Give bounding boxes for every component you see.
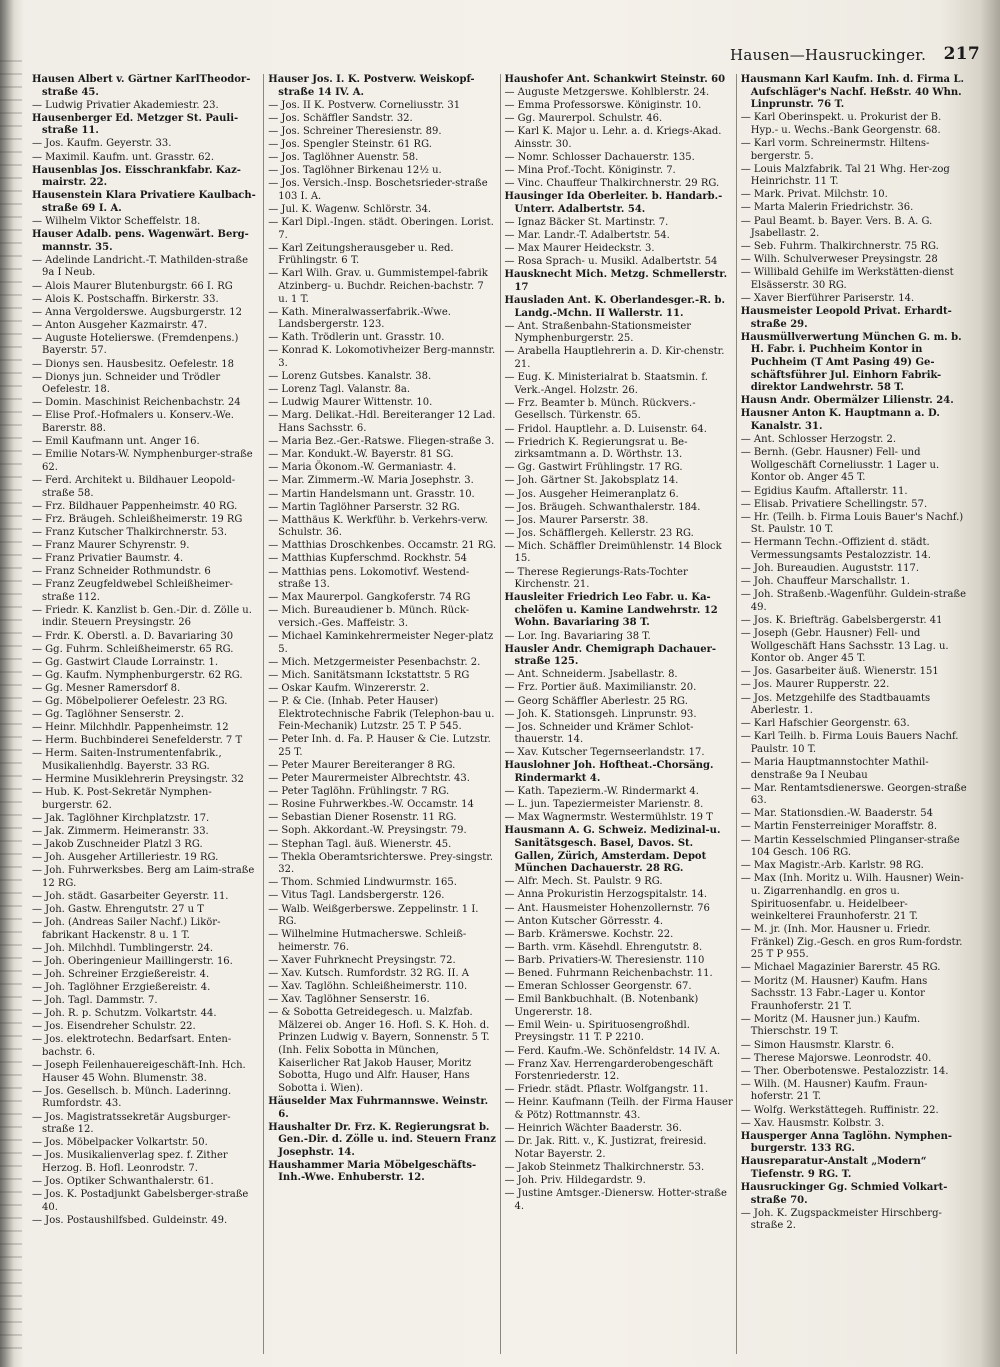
directory-entry: — Heinrich Wächter Baaderstr. 36. <box>504 1123 682 1135</box>
directory-entry: — Joh. Oberingenieur Maillingerstr. 16. <box>32 955 233 967</box>
directory-entry: — Joh. K. Stationsgeh. Linprunstr. 93. <box>504 708 697 720</box>
running-head <box>730 44 980 66</box>
directory-entry: Hausreparatur-Anstalt „Modern“ Tiefenstr. 9 RG. T. <box>740 1156 927 1180</box>
directory-entry: Hausenstein Klara Privatiere Kaulbach-straße 69 I. A. <box>32 190 256 214</box>
directory-entry: — Jos. Musikalienverlag spez. f. Zither Herzog. B. Hofl. Leonrodstr. 7. <box>32 1150 228 1174</box>
directory-entry: — Joh. Priv. Hildegardstr. 9. <box>504 1174 646 1186</box>
directory-entry: — Emil Bankbuchhalt. (B. Notenbank) Ungererstr. 18. <box>504 994 699 1018</box>
directory-entry: Hausruckinger Gg. Schmied Volkart-straße 70. <box>740 1182 948 1206</box>
directory-entry: — Rosine Fuhrwerkbes.-W. Occamstr. 14 <box>268 799 474 811</box>
directory-entry: — Karl Oberinspekt. u. Prokurist der B. Hyp.- u. Wechs.-Bank Georgenstr. 68. <box>740 112 942 136</box>
directory-entry: Hausenblas Jos. Eisschrankfabr. Kaz-mairstr. 22. <box>32 164 241 189</box>
directory-entry: — Mar. Zimmerm.-W. Maria Josephstr. 3. <box>268 475 474 487</box>
directory-entry: — Jos. Kaufm. Geyerstr. 33. <box>32 138 172 150</box>
directory-entry: — Ferd. Kaufm.-We. Schönfeldstr. 14 IV. A. <box>504 1045 721 1057</box>
directory-column-2 <box>268 74 500 1354</box>
directory-columns <box>32 74 972 1354</box>
directory-entry: — Max Magistr.-Arb. Karlstr. 98 RG. <box>740 860 924 872</box>
directory-entry: — Georg Schäffler Aberlestr. 25 RG. <box>504 695 688 707</box>
directory-entry: — Jos. Taglöhner Birkenau 12½ u. <box>268 165 442 177</box>
directory-entry: — Lorenz Gutsbes. Kanalstr. 38. <box>268 371 432 383</box>
directory-entry: — M. jr. (Inh. Mor. Hausner u. Friedr. Fränkel) Zig.-Gesch. en gros Rum-fordstr. 25 T P 955. <box>740 924 963 961</box>
directory-entry: — Joh. R. p. Schutzm. Volkartstr. 44. <box>32 1008 217 1020</box>
directory-entry: — Anton Kutscher Görresstr. 4. <box>504 915 664 927</box>
directory-entry: — Anton Ausgeher Kazmairstr. 47. <box>32 319 208 331</box>
directory-entry: — Dionys sen. Hausbesitz. Oefelestr. 18 <box>32 358 234 370</box>
directory-entry: — Maria Bez.-Ger.-Ratswe. Fliegen-straße 3. <box>268 436 495 448</box>
directory-entry: — Jakob Zuschneider Platzl 3 RG. <box>32 839 203 851</box>
directory-entry: — Herm. Buchbinderei Senefelderstr. 7 T <box>32 735 243 747</box>
directory-entry: — Elisab. Privatiere Schellingstr. 57. <box>740 498 928 510</box>
directory-entry: — Ludwig Maurer Wittenstr. 10. <box>268 397 433 409</box>
directory-entry: — Jos. Spengler Steinstr. 61 RG. <box>268 138 432 150</box>
directory-entry: Hausleiter Friedrich Leo Fabr. u. Ka-chelöfen u. Kamine Landwehrstr. 12 Wohn. Bavariaring 38 T. <box>504 592 718 629</box>
directory-entry: — Joh. Fuhrwerksbes. Berg am Laim-straße 12 RG. <box>32 865 255 889</box>
directory-entry: — Kath. Trödlerin unt. Grasstr. 10. <box>268 332 445 344</box>
directory-column-1 <box>32 74 264 1354</box>
directory-entry: — Matthias pens. Lokomotivf. Westend-straße 13. <box>268 566 470 591</box>
directory-entry: — Xav. Taglöhn. Schleißheimerstr. 110. <box>268 981 468 993</box>
directory-entry: — Jos. Eisendreher Schulstr. 22. <box>32 1021 196 1033</box>
directory-entry: — Ignaz Bäcker St. Martinstr. 7. <box>504 217 669 229</box>
directory-entry: — Ant. Schneiderm. Jsabellastr. 8. <box>504 669 678 681</box>
directory-entry: — Joh. Schreiner Erzgießereistr. 4. <box>32 968 210 980</box>
directory-entry: — Jos. Schneider und Krämer Schlot-thauerstr. 14. <box>504 721 694 746</box>
directory-entry: — Peter Maurer Bereiteranger 8 RG. <box>268 759 456 771</box>
directory-entry: — Seb. Fuhrm. Thalkirchnerstr. 75 RG. <box>740 241 939 253</box>
directory-entry: — Wilh. (M. Hausner) Kaufm. Fraun-hoferstr. 21 T. <box>740 1078 928 1103</box>
directory-entry: — Gg. Taglöhner Senserstr. 2. <box>32 709 184 721</box>
directory-entry: — Kath. Tapezierm.-W. Rindermarkt 4. <box>504 786 699 798</box>
directory-entry: — Marg. Delikat.-Hdl. Bereiteranger 12 Lad. Hans Sachsstr. 6. <box>268 410 496 435</box>
directory-entry: — Max Wagnermstr. Westermühlstr. 19 T <box>504 812 713 824</box>
directory-entry: Hauslohner Joh. Hoftheat.-Chorsäng. Rindermarkt 4. <box>504 760 714 785</box>
directory-entry: — Jos. Maurer Rupperstr. 22. <box>740 679 890 691</box>
directory-entry: — Ant. Schlosser Herzogstr. 2. <box>740 434 897 446</box>
directory-entry: — Vinc. Chauffeur Thalkirchnerstr. 29 RG. <box>504 178 720 190</box>
directory-entry: — Willibald Gehilfe im Werkstätten-dienst Elsässerstr. 30 RG. <box>740 267 954 291</box>
directory-entry: — Mar. Rentamtsdienerswe. Georgen-straße 63. <box>740 782 967 807</box>
directory-entry: — Joh. Bureaudien. Auguststr. 117. <box>740 563 920 575</box>
directory-entry: — Max Maurer Heideckstr. 3. <box>504 243 655 255</box>
directory-entry: — Jak. Taglöhner Kirchplatzstr. 17. <box>32 812 210 824</box>
directory-entry: — Karl Hafschier Georgenstr. 63. <box>740 718 910 730</box>
directory-entry: — Jos. Möbelpacker Volkartstr. 50. <box>32 1137 208 1149</box>
directory-entry: — Joseph Feilenhauereigeschäft-Inh. Hch. Hauser 45 Wohn. Blumenstr. 38. <box>32 1060 246 1084</box>
directory-entry: — Arabella Hauptlehrerin a. D. Kir-chenstr. 21. <box>504 346 725 371</box>
directory-entry: — Thekla Oberamtsrichterswe. Prey-singstr. 32. <box>268 851 494 876</box>
directory-entry: — Jos. Ausgeher Heimeranplatz 6. <box>504 488 679 500</box>
directory-entry: — Joh. Ausgeher Artilleriestr. 19 RG. <box>32 852 219 864</box>
directory-entry: — Martin Taglöhner Parserstr. 32 RG. <box>268 501 460 513</box>
directory-entry: — Marta Malerin Friedrichstr. 36. <box>740 202 914 214</box>
directory-entry: — Franz Privatier Baumstr. 4. <box>32 552 184 564</box>
directory-entry: — Joh. Chauffeur Marschallstr. 1. <box>740 576 910 588</box>
directory-entry: — Maximil. Kaufm. unt. Grasstr. 62. <box>32 151 215 163</box>
directory-entry: — Maria Ökonom.-W. Germaniastr. 4. <box>268 462 457 474</box>
directory-entry: — Ferd. Architekt u. Bildhauer Leopold-straße 58. <box>32 474 236 499</box>
directory-entry: — Franz Schneider Rothmundstr. 6 <box>32 566 211 578</box>
directory-entry: — Michael Magazinier Barerstr. 45 RG. <box>740 962 941 974</box>
directory-entry: — Jos. Gesellsch. b. Münch. Laderinng. Rumfordstr. 43. <box>32 1085 232 1110</box>
directory-entry: — Jos. Schreiner Theresienstr. 89. <box>268 125 442 137</box>
running-title: Hausen—Hausruckinger. <box>730 46 927 64</box>
directory-entry: — Karl Zeitungsherausgeber u. Red. Frühlingstr. 6 T. <box>268 242 454 267</box>
directory-entry: — Jos. Gasarbeiter äuß. Wienerstr. 151 <box>740 666 939 678</box>
directory-entry: — Gg. Gastwirt Claude Lorrainstr. 1. <box>32 656 219 668</box>
directory-entry: — Karl K. Major u. Lehr. a. d. Kriegs-Akad. Ainsstr. 30. <box>504 126 722 150</box>
directory-entry: — Xaver Fuhrknecht Preysingstr. 72. <box>268 954 456 966</box>
directory-entry: — Jos. Postaushilfsbed. Guldeinstr. 49. <box>32 1214 228 1226</box>
directory-entry: — Walb. Weißgerberswe. Zeppelinstr. 1 I. RG. <box>268 903 479 928</box>
directory-entry: — Jos. Magistratssekretär Augsburger-straße 12. <box>32 1111 231 1136</box>
directory-entry: — Karl vorm. Schreinermstr. Hiltens-bergerstr. 5. <box>740 137 930 162</box>
directory-entry: Hausperger Anna Taglöhn. Nymphen-burgerstr. 133 RG. <box>740 1130 953 1155</box>
directory-entry: — Jos. elektrotechn. Bedarfsart. Enten-bachstr. 6. <box>32 1034 232 1059</box>
directory-entry: — Alois K. Postschaffn. Birkerstr. 33. <box>32 293 219 305</box>
directory-entry: — Eug. K. Ministerialrat b. Staatsmin. f. Verk.-Angel. Holzstr. 26. <box>504 372 708 396</box>
directory-entry: — Max Maurerpol. Gangkoferstr. 74 RG <box>268 592 471 604</box>
directory-entry: — Xav. Hausmstr. Kolbstr. 3. <box>740 1117 885 1129</box>
directory-entry: — Auguste Metzgerswe. Kohlblerstr. 24. <box>504 87 710 99</box>
directory-entry: — Martin Fensterreiniger Moraffstr. 8. <box>740 821 937 833</box>
directory-entry: — Max (Inh. Moritz u. Wilh. Hausner) Wein- u. Zigarrenhandlg. en gros u. Spirituosenfabr. u. Heidelbeer-weinkelterei Fraunhoferstr. 21 T. <box>740 873 964 923</box>
directory-entry: — Mich. Metzgermeister Pesenbachstr. 2. <box>268 656 481 668</box>
directory-entry: Haushofer Ant. Schankwirt Steinstr. 60 <box>504 74 726 85</box>
directory-entry: — Matthäus K. Werkführ. b. Verkehrs-verw. Schulstr. 36. <box>268 514 488 539</box>
directory-entry: — Heinr. Milchhdlr. Pappenheimstr. 12 <box>32 722 229 734</box>
directory-entry: — Matthias Kupferschmd. Rockhstr. 54 <box>268 553 468 565</box>
directory-entry: — Hermann Techn.-Offizient d. städt. Vermessungsamts Pestalozzistr. 14. <box>740 537 931 561</box>
directory-entry: — Paul Beamt. b. Bayer. Vers. B. A. G. Jsabellastr. 2. <box>740 215 933 240</box>
directory-entry: Hausmeister Leopold Privat. Erhardt-straße 29. <box>740 306 952 330</box>
directory-entry: — Egidius Kaufm. Aftallerstr. 11. <box>740 485 908 497</box>
directory-entry: — Heinr. Kaufmann (Teilh. der Firma Hauser & Pötz) Rottmannstr. 43. <box>504 1097 733 1121</box>
directory-entry: — Franz Xav. Herrengarderobengeschäft Forstenriederstr. 12. <box>504 1058 713 1083</box>
directory-entry: — Frz. Beamter b. Münch. Rückvers.-Gesellsch. Türkenstr. 65. <box>504 397 696 422</box>
directory-entry: — Hub. K. Post-Sekretär Nymphen-burgerstr. 62. <box>32 787 212 811</box>
directory-entry: — Mark. Privat. Milchstr. 10. <box>740 189 888 201</box>
directory-entry: — Konrad K. Lokomotivheizer Berg-mannstr. 3. <box>268 345 496 370</box>
directory-entry: — Auguste Hotelierswe. (Fremdenpens.) Bayerstr. 57. <box>32 332 239 357</box>
directory-entry: Hausner Anton K. Hauptmann a. D. Kanalstr. 31. <box>740 408 940 433</box>
directory-entry: — Wilh. Schulverweser Preysingstr. 28 <box>740 254 938 266</box>
directory-entry: — Mar. Landr.-T. Adalbertstr. 54. <box>504 230 670 242</box>
directory-entry: — Vitus Tagl. Landsbergerstr. 126. <box>268 890 445 902</box>
directory-entry: — Jos. Maurer Parserstr. 38. <box>504 514 649 526</box>
directory-entry: — Jos. Bräugeh. Schwanthalerstr. 184. <box>504 501 701 513</box>
directory-entry: — Martin Handelsmann unt. Grasstr. 10. <box>268 488 475 500</box>
directory-entry: Haushalter Dr. Frz. K. Regierungsrat b. Gen.-Dir. d. Zölle u. ind. Steuern Franz Josephstr. 14. <box>268 1121 496 1158</box>
directory-entry: — Martin Kesselschmied Plinganser-straße 104 Gesch. 106 RG. <box>740 834 960 859</box>
directory-entry: — Xav. Kutsch. Rumfordstr. 32 RG. II. A <box>268 967 470 979</box>
directory-entry: — Joh. Gastw. Ehrengutstr. 27 u T <box>32 904 204 915</box>
directory-entry: — Hr. (Teilh. b. Firma Louis Bauer's Nachf.) St. Paulstr. 10 T. <box>740 511 964 536</box>
directory-entry: Hausmann Karl Kaufm. Inh. d. Firma L. Aufschläger's Nachf. Heßstr. 40 Whn. Linprunstr. 76 T. <box>740 74 965 111</box>
directory-entry: — Adelinde Landricht.-T. Mathilden-straße 9a I Neub. <box>32 254 248 279</box>
directory-entry: Hauser Adalb. pens. Wagenwärt. Berg-mannstr. 35. <box>32 229 249 253</box>
directory-entry: — Anna Prokuristin Herzogspitalstr. 14. <box>504 889 708 901</box>
directory-entry: — Moritz (M. Hausner) Kaufm. Hans Sachsstr. 13 Fabr.-Lager u. Kontor Fraunhoferstr. 21 T. <box>740 975 928 1012</box>
directory-entry: — Mar. Kondukt.-W. Bayerstr. 81 SG. <box>268 449 454 461</box>
directory-entry: Hausknecht Mich. Metzg. Schmellerstr. 17 <box>504 269 728 293</box>
directory-entry: — Ant. Hausmeister Hohenzollernstr. 76 <box>504 902 710 914</box>
directory-entry: — Dr. Jak. Ritt. v., K. Justizrat, freiresid. Notar Bayerstr. 2. <box>504 1136 707 1160</box>
directory-entry: — Joh. Tagl. Dammstr. 7. <box>32 995 158 1007</box>
directory-entry: — Emil Wein- u. Spirituosengroßhdl. Preysingstr. 11 T. P 2210. <box>504 1019 690 1044</box>
directory-entry: — Jul. K. Wagenw. Schlörstr. 34. <box>268 203 432 215</box>
directory-entry: — Ant. Straßenbahn-Stationsmeister Nymphenburgerstr. 25. <box>504 320 692 345</box>
directory-entry: — Herm. Saiten-Instrumentenfabrik., Musikalienhdlg. Bayerstr. 33 RG. <box>32 748 222 772</box>
directory-entry: — Kath. Mineralwasserfabrik.-Wwe. Landsbergerstr. 123. <box>268 306 451 331</box>
directory-entry: — Peter Taglöhn. Frühlingstr. 7 RG. <box>268 786 450 798</box>
directory-entry: — & Sobotta Getreidegesch. u. Malzfab. Mälzerei ob. Anger 16. Hofl. S. K. Hoh. d. Prinzen Ludwig v. Bayern, Sonnenstr. 5 T. (Inh. Felix Sobotta in München, Kaiserlicher Rat Jakob Hauser, Moritz Sobotta, Hugo und Alfr. Hauser, Hans Sobotta i. Wien). <box>268 1007 490 1094</box>
directory-entry: — Moritz (M. Hausner jun.) Kaufm. Thierschstr. 19 T. <box>740 1013 921 1038</box>
directory-column-3 <box>505 74 737 1354</box>
page-number: 217 <box>943 44 980 64</box>
directory-entry: — Stephan Tagl. äuß. Wienerstr. 45. <box>268 838 452 850</box>
directory-entry: — Mich. Schäffler Dreimühlenstr. 14 Block 15. <box>504 540 722 565</box>
directory-entry: — Hermine Musiklehrerin Preysingstr. 32 <box>32 774 244 786</box>
directory-entry: — Oskar Kaufm. Winzererstr. 2. <box>268 682 430 694</box>
directory-entry: — Bened. Fuhrmann Reichenbachstr. 11. <box>504 967 713 979</box>
directory-entry: — Dionys jun. Schneider und Trödler Oefelestr. 18. <box>32 371 221 396</box>
directory-entry: — Thom. Schmied Lindwurmstr. 165. <box>268 877 457 889</box>
directory-entry: Hausinger Ida Oberleiter. b. Handarb.-Unterr. Adalbertstr. 54. <box>504 191 723 215</box>
directory-entry: Haushammer Maria Möbelgeschäfts-Inh.-Wwe. Enhuberstr. 12. <box>268 1159 477 1184</box>
directory-entry: — Joh. städt. Gasarbeiter Geyerstr. 11. <box>32 890 229 902</box>
directory-entry: — Franz Kutscher Thalkirchnerstr. 53. <box>32 526 228 538</box>
directory-entry: — Rosa Sprach- u. Musikl. Adalbertstr. 54 <box>504 256 718 268</box>
directory-entry: — Louis Malzfabrik. Tal 21 Whg. Her-zog Heinrichstr. 11 T. <box>740 163 950 188</box>
directory-entry: — Matthias Droschkenbes. Occamstr. 21 RG. <box>268 540 497 552</box>
directory-entry: — Wilhelm Viktor Scheffelstr. 18. <box>32 216 201 228</box>
directory-entry: Hausenberger Ed. Metzger St. Pauli-straße 11. <box>32 112 239 137</box>
directory-entry: — Joh. Straßenb.-Wagenführ. Guldein-straße 49. <box>740 589 967 613</box>
directory-entry: Hausen Albert v. Gärtner KarlTheodor-straße 45. <box>32 74 251 98</box>
directory-entry: — Jos. Metzgehilfe des Stadtbauamts Aberlestr. 1. <box>740 692 931 717</box>
directory-entry: — Karl Wilh. Grav. u. Gummistempel-fabrik Atzinberg- u. Buchdr. Reichen-bachstr. 7 u. 1 T. <box>268 268 488 305</box>
directory-entry: — Alfr. Mech. St. Paulstr. 9 RG. <box>504 876 663 888</box>
directory-entry: — Wilhelmine Hutmacherswe. Schleiß-heimerstr. 76. <box>268 929 467 953</box>
directory-entry: — Peter Maurermeister Albrechtstr. 43. <box>268 773 470 785</box>
directory-entry: — Lor. Ing. Bavariaring 38 T. <box>504 630 651 642</box>
directory-entry: — Wolfg. Werkstättegeh. Ruffinistr. 22. <box>740 1104 939 1116</box>
directory-entry: — Peter Inh. d. Fa. P. Hauser & Cie. Lutzstr. 25 T. <box>268 734 491 758</box>
directory-entry: — Bernh. (Gebr. Hausner) Fell- und Wollgeschäft Corneliusstr. 1 Lager u. Kontor ob. Anger 45 T. <box>740 447 940 484</box>
directory-entry: — Joh. Taglöhner Erzgießereistr. 4. <box>32 982 211 994</box>
directory-entry: — Joseph (Gebr. Hausner) Fell- und Wollgeschäft Hans Sachsstr. 13 Lag. u. Kontor ob. Anger 45 T. <box>740 628 949 665</box>
directory-entry: — Xav. Kutscher Tegernseerlandstr. 17. <box>504 747 705 759</box>
directory-entry: — Mich. Bureaudiener b. Münch. Rück-versich.-Ges. Maffeistr. 3. <box>268 605 470 629</box>
directory-entry: — Elise Prof.-Hofmalers u. Konserv.-We. Barerstr. 88. <box>32 410 234 435</box>
directory-entry: — Barb. Privatiers-W. Theresienstr. 110 <box>504 954 705 966</box>
directory-entry: — Alois Maurer Blutenburgstr. 66 I. RG <box>32 280 233 292</box>
directory-entry: — Jos. K. Briefträg. Gabelsbergerstr. 41 <box>740 614 943 626</box>
directory-entry: — Emeran Schlosser Georgenstr. 67. <box>504 981 692 993</box>
directory-entry: Hausmüllverwertung München G. m. b. H. Fabr. i. Puchheim Kontor in Puchheim (T Amt Pasing 49) Ge-schäftsführer Jul. Einhorn Fabrik-direktor Landwehrstr. 58 T. <box>740 331 962 394</box>
directory-entry: — Nomr. Schlosser Dachauerstr. 135. <box>504 152 695 164</box>
directory-entry: — Jos. II K. Postverw. Corneliusstr. 31 <box>268 99 461 111</box>
directory-entry: — Ludwig Privatier Akademiestr. 23. <box>32 99 219 111</box>
directory-entry: — Joh. (Andreas Sailer Nachf.) Likör-fabrikant Hackenstr. 8 u. 1 T. <box>32 917 221 941</box>
directory-entry: — Therese Regierungs-Rats-Tochter Kirchenstr. 21. <box>504 566 688 591</box>
directory-entry: — Friedr. städt. Pflastr. Wolfgangstr. 11. <box>504 1084 709 1096</box>
directory-entry: — Frz. Portier äuß. Maximilianstr. 20. <box>504 682 697 694</box>
directory-entry: — Gg. Mesner Ramersdorf 8. <box>32 682 181 694</box>
directory-entry: Hausn Andr. Obermälzer Lilienstr. 24. <box>740 395 954 407</box>
directory-entry: — Friedrich K. Regierungsrat u. Be-zirksamtmann a. D. Wörthstr. 13. <box>504 436 688 461</box>
directory-entry: — Gg. Fuhrm. Schleißheimerstr. 65 RG. <box>32 643 234 655</box>
directory-entry: — Frz. Bildhauer Pappenheimstr. 40 RG. <box>32 500 238 512</box>
directory-entry: — Mar. Stationsdien.-W. Baaderstr. 54 <box>740 808 933 820</box>
directory-entry: — Jakob Steinmetz Thalkirchnerstr. 53. <box>504 1161 705 1173</box>
directory-entry: — Frdr. K. Oberstl. a. D. Bavariaring 30 <box>32 630 234 642</box>
adjacent-page-edge <box>0 60 22 1350</box>
directory-entry: Hausladen Ant. K. Oberlandesger.-R. b. Landg.-Mchn. II Wallerstr. 11. <box>504 295 725 319</box>
directory-entry: — Emilie Notars-W. Nymphenburger-straße 62. <box>32 449 253 473</box>
directory-entry: — Fridol. Hauptlehr. a. D. Luisenstr. 64. <box>504 423 707 435</box>
directory-entry: — Franz Maurer Schyrenstr. 9. <box>32 539 190 551</box>
directory-entry: — Justine Amtsger.-Dienersw. Hotter-straße 4. <box>504 1188 727 1212</box>
directory-entry: — Therese Majorswe. Leonrodstr. 40. <box>740 1052 932 1064</box>
directory-entry: — Domin. Maschinist Reichenbachstr. 24 <box>32 397 241 409</box>
directory-entry: Hauser Jos. I. K. Postverw. Weiskopf-straße 14 IV. A. <box>268 74 475 98</box>
directory-entry: — Xav. Taglöhner Senserstr. 16. <box>268 994 430 1006</box>
directory-entry: — Sebastian Diener Rosenstr. 11 RG. <box>268 812 457 824</box>
directory-entry: — L. jun. Tapeziermeister Marienstr. 8. <box>504 799 704 811</box>
directory-entry: — Emma Professorswe. Königinstr. 10. <box>504 100 702 112</box>
directory-entry: — P. & Cie. (Inhab. Peter Hauser) Elektrotechnische Fabrik (Telephon-bau u. Fein-Mechanik) Lutzstr. 25 T. P 545. <box>268 696 495 733</box>
directory-entry: — Mina Prof.-Tocht. Königinstr. 7. <box>504 165 676 177</box>
directory-entry: — Joh. Milchhdl. Tumblingerstr. 24. <box>32 942 214 954</box>
directory-entry: — Soph. Akkordant.-W. Preysingstr. 79. <box>268 825 467 837</box>
directory-entry: — Joh. K. Zugspackmeister Hirschberg-straße 2. <box>740 1207 942 1232</box>
directory-entry: — Joh. Gärtner St. Jakobsplatz 14. <box>504 475 679 487</box>
directory-entry: — Simon Hausmstr. Klarstr. 6. <box>740 1039 895 1051</box>
directory-entry: — Michael Kaminkehrermeister Neger-platz 5. <box>268 631 494 655</box>
directory-entry: — Jos. Versich.-Insp. Boschetsrieder-straße 103 I. A. <box>268 178 488 202</box>
directory-entry: — Gg. Gastwirt Frühlingstr. 17 RG. <box>504 462 683 474</box>
directory-entry: — Emil Kaufmann unt. Anger 16. <box>32 436 200 448</box>
directory-entry: Häuselder Max Fuhrmannswe. Weinstr. 6. <box>268 1095 489 1120</box>
directory-entry: Hausmann A. G. Schweiz. Medizinal-u. Sanitätsgesch. Basel, Davos. St. Gallen, Zürich, Amsterdam. Depot München Dachauerstr. 28 RG. <box>504 825 721 875</box>
directory-entry: — Gg. Maurerpol. Schulstr. 46. <box>504 113 663 125</box>
directory-entry: — Jak. Zimmerm. Heimeranstr. 33. <box>32 825 209 837</box>
directory-entry: — Jos. K. Postadjunkt Gabelsberger-straße 40. <box>32 1189 249 1213</box>
directory-entry: — Jos. Schäffler Sandstr. 32. <box>268 112 413 124</box>
directory-entry: — Mich. Sanitätsmann Ickstattstr. 5 RG <box>268 669 470 681</box>
directory-column-4 <box>741 74 972 1354</box>
directory-entry: — Barth. vrm. Käsehdl. Ehrengutstr. 8. <box>504 941 703 953</box>
directory-entry: — Frz. Bräugeh. Schleißheimerstr. 19 RG <box>32 513 243 525</box>
directory-entry: — Gg. Kaufm. Nymphenburgerstr. 62 RG. <box>32 669 243 681</box>
directory-entry: — Jos. Schäfflergeh. Kellerstr. 23 RG. <box>504 527 694 539</box>
directory-entry: — Ther. Oberbotenswe. Pestalozzistr. 14. <box>740 1065 949 1077</box>
directory-entry: — Lorenz Tagl. Valanstr. 8a. <box>268 384 411 396</box>
directory-entry: — Anna Vergolderswe. Augsburgerstr. 12 <box>32 306 242 318</box>
directory-entry: — Franz Zeugfeldwebel Schleißheimer-straße 112. <box>32 579 233 603</box>
directory-entry: — Jos. Taglöhner Auenstr. 58. <box>268 152 419 164</box>
directory-entry: — Karl Dipl.-Ingen. städt. Oberingen. Lorist. 7. <box>268 217 494 241</box>
directory-entry: — Xaver Bierführer Pariserstr. 14. <box>740 293 915 305</box>
directory-entry: Hausler Andr. Chemigraph Dachauer-straße 125. <box>504 643 717 668</box>
directory-entry: — Jos. Optiker Schwanthalerstr. 61. <box>32 1175 214 1187</box>
directory-entry: — Maria Hauptmannstochter Mathil-denstraße 9a I Neubau <box>740 756 929 781</box>
directory-entry: — Friedr. K. Kanzlist b. Gen.-Dir. d. Zölle u. indir. Steuern Preysingstr. 26 <box>32 604 252 629</box>
directory-entry: — Barb. Krämerswe. Kochstr. 22. <box>504 928 674 940</box>
directory-entry: — Karl Teilh. b. Firma Louis Bauers Nachf. Paulstr. 10 T. <box>740 731 959 755</box>
directory-entry: — Gg. Möbelpolierer Oefelestr. 23 RG. <box>32 696 228 707</box>
